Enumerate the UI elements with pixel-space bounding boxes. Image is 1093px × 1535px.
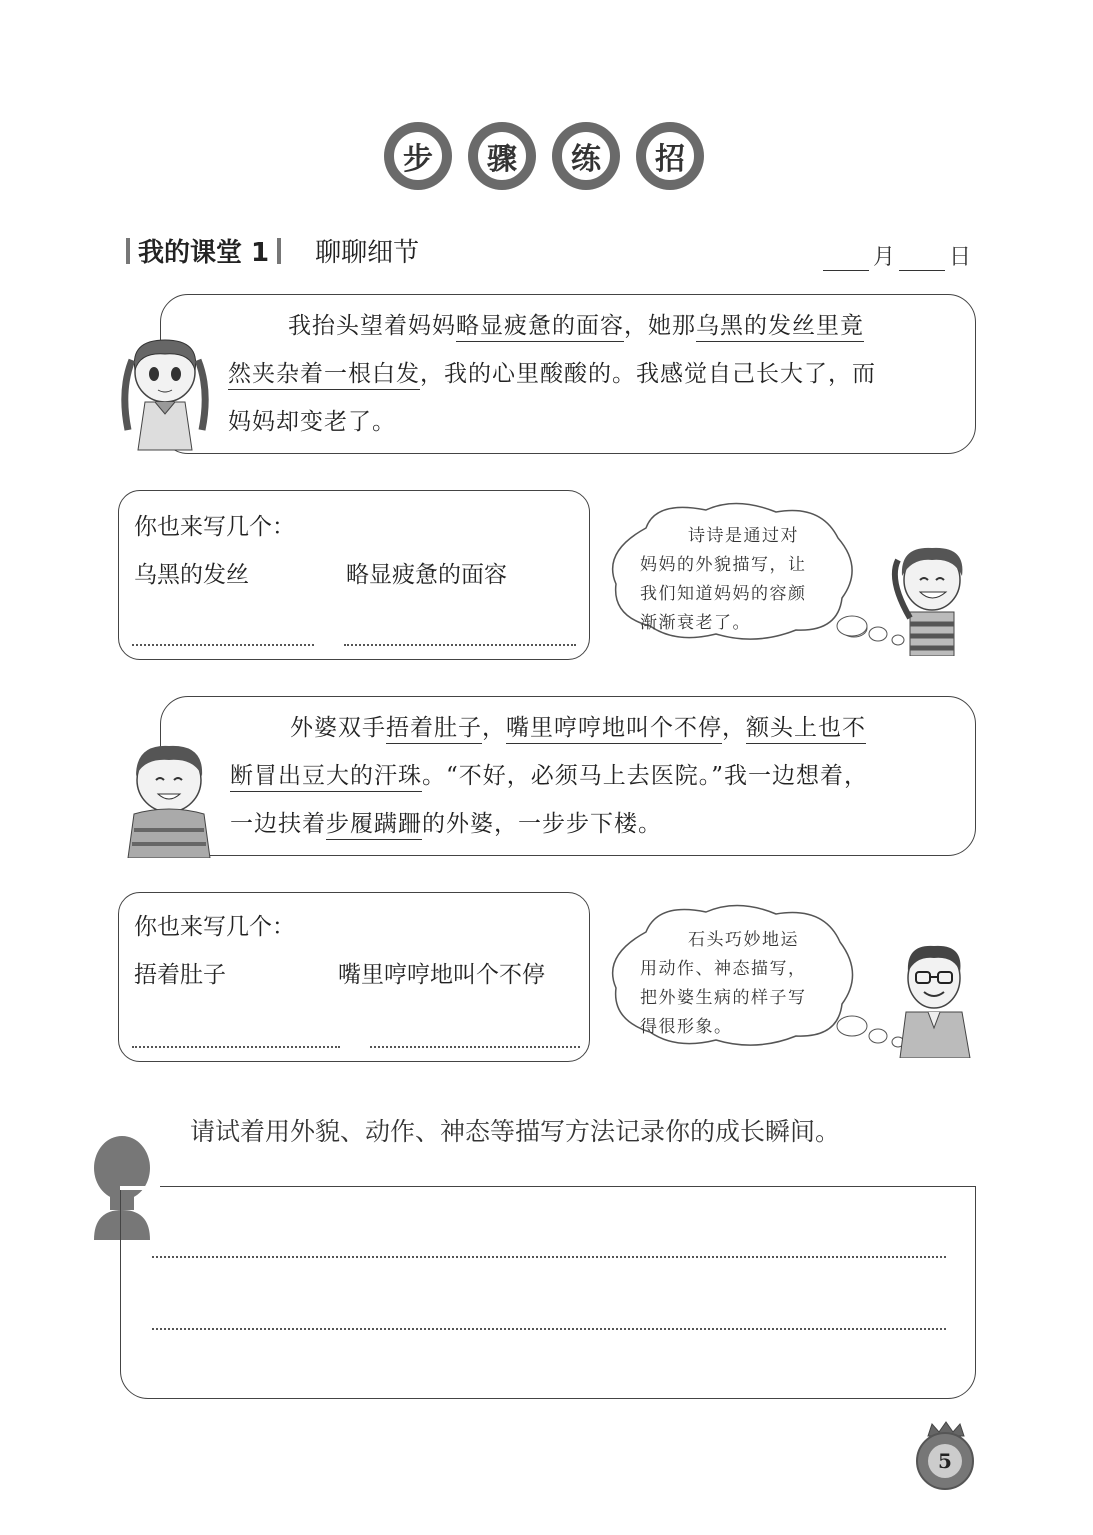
answer-line[interactable]	[370, 1046, 580, 1048]
cloud-line: 用动作、神态描写，	[640, 959, 807, 979]
title-char: 练	[560, 130, 612, 182]
title-char: 骤	[476, 130, 528, 182]
page-number-badge	[916, 1432, 974, 1490]
underlined-phrase: 断冒出豆大的汗珠	[230, 763, 422, 792]
title-char: 步	[392, 130, 444, 182]
writing-line[interactable]	[152, 1256, 946, 1258]
boy-illustration	[888, 540, 976, 656]
underlined-phrase: 乌黑的发丝里竟	[696, 313, 864, 342]
day-blank[interactable]	[899, 250, 945, 271]
underlined-phrase: 然夹杂着一根白发	[228, 361, 420, 390]
cloud-line: 诗诗是通过对	[688, 526, 799, 546]
cloud-line: 把外婆生病的样子写	[640, 988, 807, 1008]
passage-text	[228, 302, 958, 446]
example-phrase: 乌黑的发丝	[134, 562, 249, 588]
divider	[126, 238, 130, 264]
write-prompt: 你也来写几个：	[134, 914, 295, 940]
answer-line[interactable]	[132, 1046, 340, 1048]
text-span: ，我的心里酸酸的。我感觉自己长大了，而	[420, 361, 876, 387]
write-prompt: 你也来写几个：	[134, 514, 295, 540]
writing-area[interactable]	[120, 1186, 976, 1399]
example-phrase: 捂着肚子	[134, 962, 226, 988]
cloud-line: 石头巧妙地运	[688, 930, 799, 950]
writing-line[interactable]	[152, 1328, 946, 1330]
underlined-phrase: 额头上也不	[746, 715, 866, 744]
title-char: 招	[644, 130, 696, 182]
title-badge	[552, 122, 620, 190]
example-phrase: 略显疲惫的面容	[346, 562, 507, 588]
answer-line[interactable]	[132, 644, 314, 646]
girl-illustration	[110, 330, 220, 456]
cloud-line: 妈妈的外貌描写，让	[640, 555, 807, 575]
title-badge	[384, 122, 452, 190]
lesson-header	[118, 232, 419, 269]
passage-text	[230, 704, 960, 848]
date-fill	[819, 240, 971, 271]
text-span: 。“不好，必须马上去医院。”我一边想着，	[422, 763, 869, 789]
title-badge	[468, 122, 536, 190]
lesson-tag: 我的课堂 1	[138, 238, 270, 268]
divider	[277, 238, 281, 264]
page-number: 5	[928, 1444, 962, 1478]
section-title	[384, 122, 714, 192]
text-span: 一边扶着	[230, 811, 326, 837]
answer-line[interactable]	[344, 644, 576, 646]
underlined-phrase: 步履蹒跚	[326, 811, 422, 840]
text-span: ，	[482, 715, 506, 741]
underlined-phrase: 略显疲惫的面容	[456, 313, 624, 342]
lesson-topic: 聊聊细节	[315, 238, 420, 268]
boy-with-glasses-illustration	[894, 938, 976, 1058]
underlined-phrase: 嘴里哼哼地叫个不停	[506, 715, 722, 744]
cloud-text	[640, 926, 845, 1042]
cloud-text	[640, 522, 845, 638]
grandma-illustration	[114, 740, 224, 858]
cloud-line: 得很形象。	[640, 1017, 733, 1037]
example-phrase: 嘴里哼哼地叫个不停	[338, 962, 545, 988]
underlined-phrase: 捂着肚子	[386, 715, 482, 744]
text-line: 妈妈却变老了。	[228, 409, 396, 435]
cloud-line: 渐渐衰老了。	[640, 613, 751, 633]
title-badge	[636, 122, 704, 190]
text-span: ，她那	[624, 313, 696, 339]
text-span: 的外婆，一步步下楼。	[422, 811, 662, 837]
text-span: ，	[722, 715, 746, 741]
box-gap	[120, 1186, 160, 1190]
text-span: 我抬头望着妈妈	[288, 313, 456, 339]
day-label: 日	[948, 245, 971, 270]
month-blank[interactable]	[823, 250, 869, 271]
text-span: 外婆双手	[290, 715, 386, 741]
final-prompt: 请试着用外貌、动作、神态等描写方法记录你的成长瞬间。	[190, 1117, 841, 1146]
cloud-line: 我们知道妈妈的容颜	[640, 584, 807, 604]
month-label: 月	[872, 245, 895, 270]
